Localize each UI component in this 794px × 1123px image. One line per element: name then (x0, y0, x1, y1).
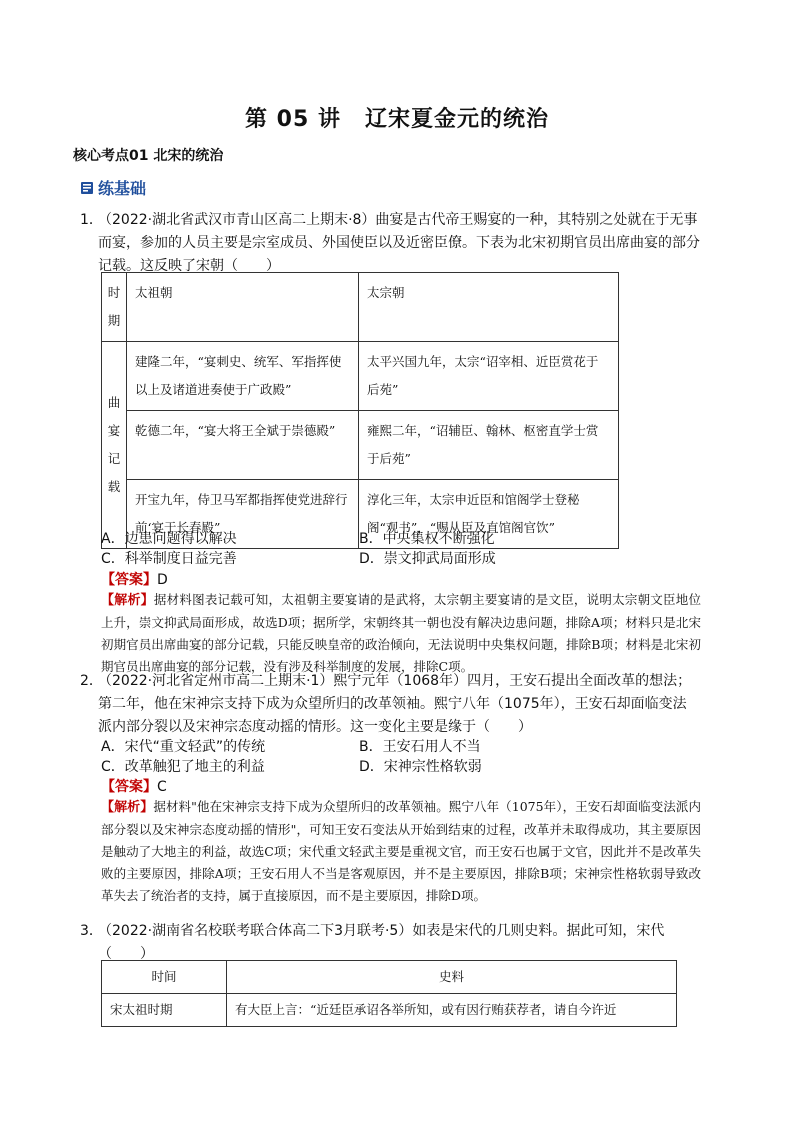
option-d[interactable]: D．宋神宗性格软弱 (359, 759, 482, 775)
table-header-period: 时期 (102, 273, 127, 342)
table-cell: 乾德二年，“宴大将王全斌于崇德殿” (127, 411, 359, 480)
table-cell: 宋太祖时期 (102, 994, 227, 1027)
explanation-text: 据材料图表记载可知，太祖朝主要宴请的是武将，太宗朝主要宴请的是文臣，说明太宗朝文臣地位上升，崇文抑武局面形成，故选D项；据所学，宋朝终其一朝也没有解决边患问题，排除A项；材料只是北宋初期官员出席曲宴的部分记载，只能反映皇帝的政治倾向，无法说明中央集权问题，排除B项；材料是北宋初期官员出席曲宴的部分记载，没有涉及科举制度的发展，排除C项。 (101, 592, 701, 674)
question-1 (80, 209, 700, 278)
q1-options (101, 528, 661, 568)
table-cell: 太平兴国九年，太宗“诏宰相、近臣赏花于后苑” (359, 342, 619, 411)
explanation-label: 【解析】 (101, 800, 154, 815)
answer-label: 【答案】 (101, 779, 157, 795)
section-heading (80, 176, 146, 199)
q2-answer (101, 776, 167, 796)
explanation-label: 【解析】 (101, 593, 154, 608)
q1-answer (101, 569, 168, 589)
lecture-topic: 辽宋夏金元的统治 (364, 107, 549, 132)
option-b[interactable]: B．中央集权不断强化 (359, 531, 495, 547)
table-cell: 有大臣上言：“近廷臣承诏各举所知，或有因行贿获荐者，请自今许近 (227, 994, 677, 1027)
option-a[interactable]: A．边患问题得以解决 (101, 531, 237, 547)
option-c[interactable]: C．改革触犯了地主的利益 (101, 759, 265, 775)
answer-label: 【答案】 (101, 572, 157, 588)
option-a[interactable]: A．宋代“重文轻武”的传统 (101, 739, 266, 755)
question-2 (80, 670, 700, 739)
table-cell: 淳化三年，太宗申近臣和馆阁学士登秘阁“观书”，“赐从臣及直馆阁官饮” (359, 480, 619, 549)
option-b[interactable]: B．王安石用人不当 (359, 739, 481, 755)
answer-value: C (157, 779, 167, 795)
table-header-source: 史料 (227, 961, 677, 994)
table-header-taizong: 太宗朝 (359, 273, 619, 342)
book-icon (80, 181, 94, 195)
section-label: 练基础 (98, 179, 147, 198)
table-row-label: 曲宴记载 (102, 342, 127, 549)
table-cell: 建隆二年，“宴刺史、统军、军指挥使以上及诸道进奏使于广政殿” (127, 342, 359, 411)
answer-value: D (157, 572, 168, 588)
explanation-text: 据材料"他在宋神宗支持下成为众望所归的改革领袖。熙宁八年（1075年），王安石却面临变法派内部分裂以及宋神宗态度动摇的情形"，可知王安石变法从开始到结束的过程，改革并未取得成功，其主要原因是触动了大地主的利益，故选C项；宋代重文轻武主要是重视文官，而王安石也属于文官，因此并不是改革失败的主要原因，排除A项；王安石用人不当是客观原因，并不是主要原因，排除B项；宋神宗性格软弱导致改革失去了统治者的支持，属于直接原因，而不是主要原因，排除D项。 (101, 799, 701, 903)
table-cell: 雍熙二年，“诏辅臣、翰林、枢密直学士赏于后苑” (359, 411, 619, 480)
question-number: 1． (80, 212, 103, 228)
question-stem: （2022·湖北省武汉市青山区高二上期末·8）曲宴是古代帝王赐宴的一种，其特别之处就在于无事而宴，参加的人员主要是宗室成员、外国使臣以及近密臣僚。下表为北宋初期官员出席曲宴的部分记载。这反映了宋朝（ ） (98, 212, 700, 274)
core-point-heading: 核心考点01 北宋的统治 (73, 148, 224, 164)
q1-explanation (101, 589, 701, 678)
q2-options (101, 736, 661, 776)
q1-table (101, 272, 619, 549)
lecture-number: 第 05 讲 (245, 107, 341, 132)
question-number: 3． (80, 923, 103, 939)
option-c[interactable]: C．科举制度日益完善 (101, 551, 237, 567)
table-header-time: 时间 (102, 961, 227, 994)
table-cell: 开宝九年，侍卫马军都指挥使党进辞行前‘宴于长春殿” (127, 480, 359, 549)
question-stem: （2022·湖南省名校联考联合体高二下3月联考·5）如表是宋代的几则史料。据此可知，宋代（ ） (98, 923, 665, 962)
q3-table (101, 960, 677, 1027)
q2-explanation (101, 796, 701, 907)
page-title (0, 102, 794, 133)
question-stem: （2022·河北省定州市高二上期末·1）熙宁元年（1068年）四月，王安石提出全面改革的想法；第二年，他在宋神宗支持下成为众望所归的改革领袖。熙宁八年（1075年），王安石却面临变法派内部分裂以及宋神宗态度动摇的情形。这一变化主要是缘于（ ） (98, 673, 692, 735)
option-d[interactable]: D．崇文抑武局面形成 (359, 551, 496, 567)
question-number: 2． (80, 673, 103, 689)
table-header-taizu: 太祖朝 (127, 273, 359, 342)
